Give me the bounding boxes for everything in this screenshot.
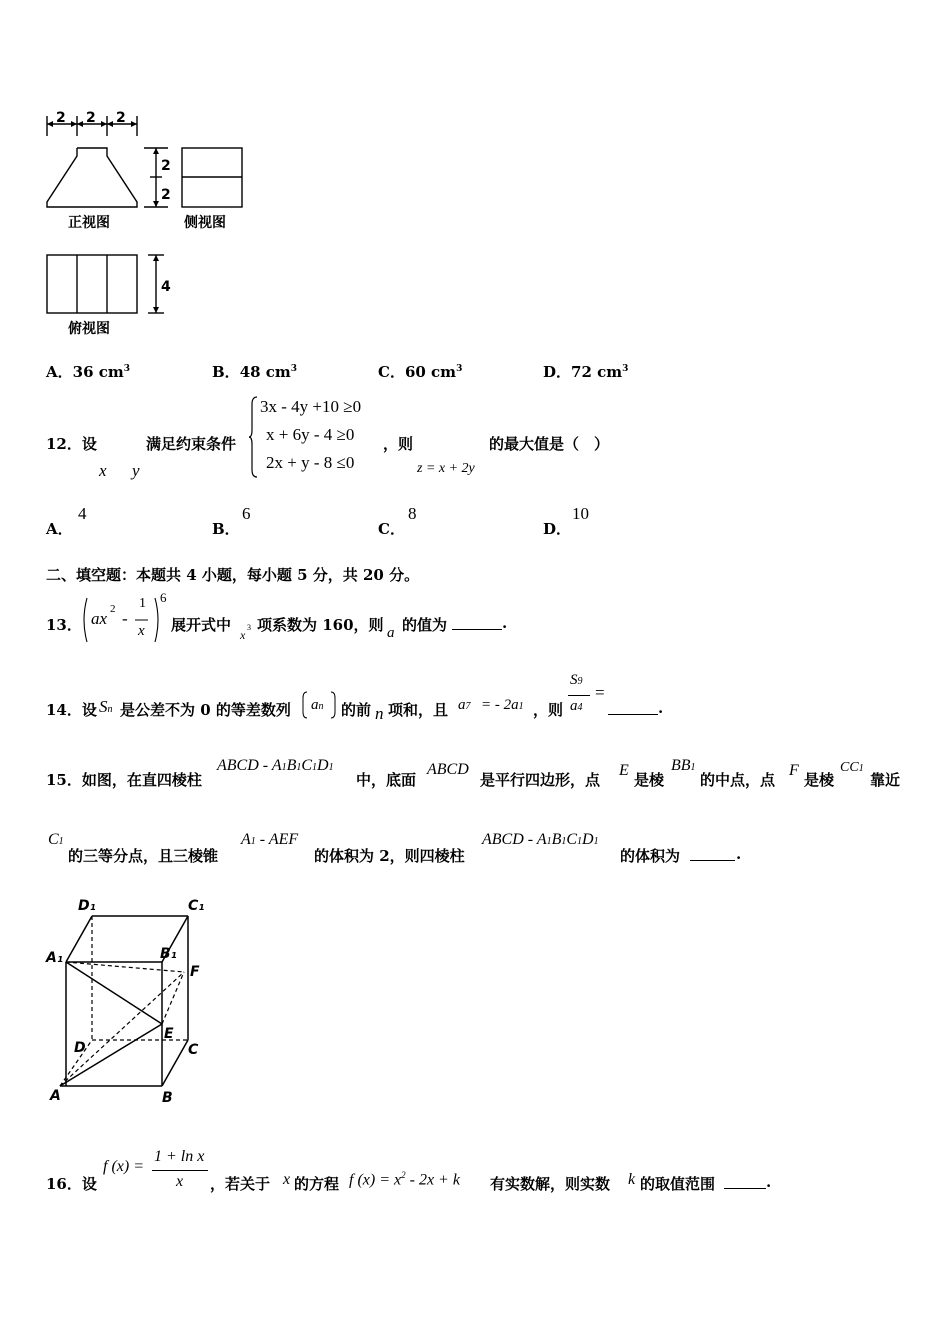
q13-ax: ax (91, 609, 108, 628)
q16-text2: 的方程 (294, 1175, 340, 1193)
q13-var-a: a (387, 625, 395, 641)
q14-text4: ，则 (533, 701, 564, 719)
q12-constraint-3: 2x + y - 8 ≤0 (266, 453, 355, 472)
q12-option-c-label: C． (378, 520, 405, 538)
q14-text1: 是公差不为 0 的等差数列 (120, 701, 291, 719)
front-view-label: 正视图 (68, 215, 110, 231)
q15-text1: 中，底面 (356, 771, 417, 789)
q15-end: . (736, 845, 742, 863)
q14-answer-blank[interactable] (608, 700, 658, 715)
q14-frac-den: a4 (570, 698, 583, 714)
q16-frac-num: 1 + ln x (154, 1148, 205, 1165)
dim-top-3: 2 (116, 110, 126, 126)
q13-square: 2 (110, 603, 116, 615)
q12-var-y: y (132, 461, 140, 480)
label-F: F (190, 964, 200, 980)
q16-answer-blank[interactable] (724, 1174, 766, 1189)
q16-text3: 有实数解，则实数 (490, 1175, 611, 1193)
label-E: E (164, 1026, 174, 1042)
three-view-figure (40, 110, 260, 345)
q11-option-c: C．60 $cm^3$ (378, 363, 463, 381)
dim-side-2: 2 (161, 187, 171, 203)
q15-prism-2: ABCD - A1B1C1D1 (482, 831, 599, 848)
q12-number: 12．设 (46, 435, 97, 453)
q13-answer-blank[interactable] (452, 615, 502, 630)
q15-answer-blank[interactable] (690, 846, 735, 861)
q12-then: ，则 (383, 435, 414, 453)
q13-end: . (502, 614, 508, 632)
q15-C1: C1 (48, 831, 64, 848)
q12-var-x: x (99, 461, 107, 480)
q14-a7: a7 (458, 697, 471, 713)
q15-text2: 是平行四边形，点 (480, 771, 601, 789)
q12-question: 的最大值是（ ） (489, 435, 610, 453)
q15-prism: ABCD - A1B1C1D1 (217, 757, 334, 774)
label-B: B (162, 1090, 173, 1106)
q11-option-a: A．36 $cm^3$ (46, 363, 131, 381)
q16-fx: f (x) = (103, 1158, 144, 1175)
q16-frac-den: x (176, 1173, 184, 1190)
q14-cond-rhs: = - 2a1 (481, 697, 524, 713)
q14-n: n (375, 704, 384, 723)
q13-term-exp: 3 (247, 623, 251, 632)
q14-number: 14．设 (46, 701, 97, 719)
q15-CC1: CC1 (840, 760, 864, 775)
q15-text5: 是棱 (804, 771, 835, 789)
q12-option-b-label: B． (212, 520, 240, 538)
q12-constraint-2: x + 6y - 4 ≥0 (266, 425, 355, 444)
q15-F: F (789, 762, 799, 779)
q16-k: k (628, 1171, 636, 1188)
q15-base: ABCD (427, 761, 469, 778)
q16-end: . (766, 1173, 772, 1191)
prism-figure (44, 892, 224, 1110)
q13-text2: 项系数为 160，则 (257, 616, 384, 634)
q13-minus: - (122, 609, 128, 628)
q11-option-d: D．72 $cm^3$ (543, 363, 629, 381)
q14-frac-bar (568, 695, 590, 696)
label-A1: A₁ (46, 950, 63, 966)
q13-text3: 的值为 (402, 616, 448, 634)
q12-brace (249, 396, 259, 478)
q14-Sn: Sn (99, 697, 113, 716)
q13-number: 13． (46, 616, 82, 634)
q12-option-a-label: A． (46, 520, 73, 538)
q14-text3: 项和，且 (388, 701, 449, 719)
q16-number: 16．设 (46, 1175, 97, 1193)
q16-frac-bar (152, 1170, 208, 1171)
q12-option-d-label: D． (543, 520, 572, 538)
q15-number: 15．如图，在直四棱柱 (46, 771, 202, 789)
q13-frac-den: x (138, 623, 145, 639)
q12-option-d-value: 10 (572, 504, 589, 523)
dim-plan: 4 (161, 279, 171, 295)
q15-text7: 的三等分点，且三棱锥 (68, 847, 219, 865)
q13-term: x (240, 628, 246, 642)
q16-equation: f $(x) = x^2 - 2x + k$ (349, 1170, 460, 1189)
q15-pyramid: A1 - AEF (241, 831, 299, 848)
label-A: A (50, 1088, 61, 1104)
q16-text4: 的取值范围 (640, 1175, 716, 1193)
q12-option-c-value: 8 (408, 504, 417, 523)
top-view-label: 俯视图 (68, 321, 110, 337)
dim-side-1: 2 (161, 158, 171, 174)
q16-text1: ，若关于 (210, 1175, 271, 1193)
dim-top-1: 2 (56, 110, 66, 126)
label-D: D (74, 1040, 86, 1056)
q14-text2: 的前 (341, 701, 372, 719)
q15-BB1: BB1 (671, 757, 696, 774)
q12-constraint-text: 满足约束条件 (146, 435, 237, 453)
section-2-heading: 二、填空题：本题共 4 小题，每小题 5 分，共 20 分。 (46, 566, 420, 584)
q14-end: . (658, 699, 664, 717)
q16-x: x (283, 1171, 291, 1188)
q14-frac-num: S9 (570, 672, 583, 688)
q12-objective: z = x + 2y (417, 461, 475, 476)
q12-option-b-value: 6 (242, 504, 251, 523)
q14-an: an (311, 697, 324, 713)
label-D1: D₁ (78, 898, 96, 914)
label-C1: C₁ (188, 898, 205, 914)
q12-constraint-1: 3x - 4y +10 ≥0 (260, 397, 362, 416)
label-B1: B₁ (160, 946, 177, 962)
q15-text6: 靠近 (870, 771, 901, 789)
q11-option-b: B．48 $cm^3$ (212, 363, 298, 381)
q15-E: E (619, 762, 629, 779)
dim-top-2: 2 (86, 110, 96, 126)
q12-option-a-value: 4 (78, 504, 87, 523)
label-C: C (188, 1042, 199, 1058)
q13-power: 6 (160, 590, 167, 605)
q15-text4: 的中点，点 (700, 771, 776, 789)
q13-text1: 展开式中 (171, 616, 232, 634)
q15-text3: 是棱 (634, 771, 665, 789)
q15-text9: 的体积为 (620, 847, 681, 865)
q13-frac-num: 1 (139, 596, 146, 611)
q14-equals: = (595, 683, 605, 702)
side-view-label: 侧视图 (184, 215, 226, 231)
q15-text8: 的体积为 2，则四棱柱 (314, 847, 465, 865)
